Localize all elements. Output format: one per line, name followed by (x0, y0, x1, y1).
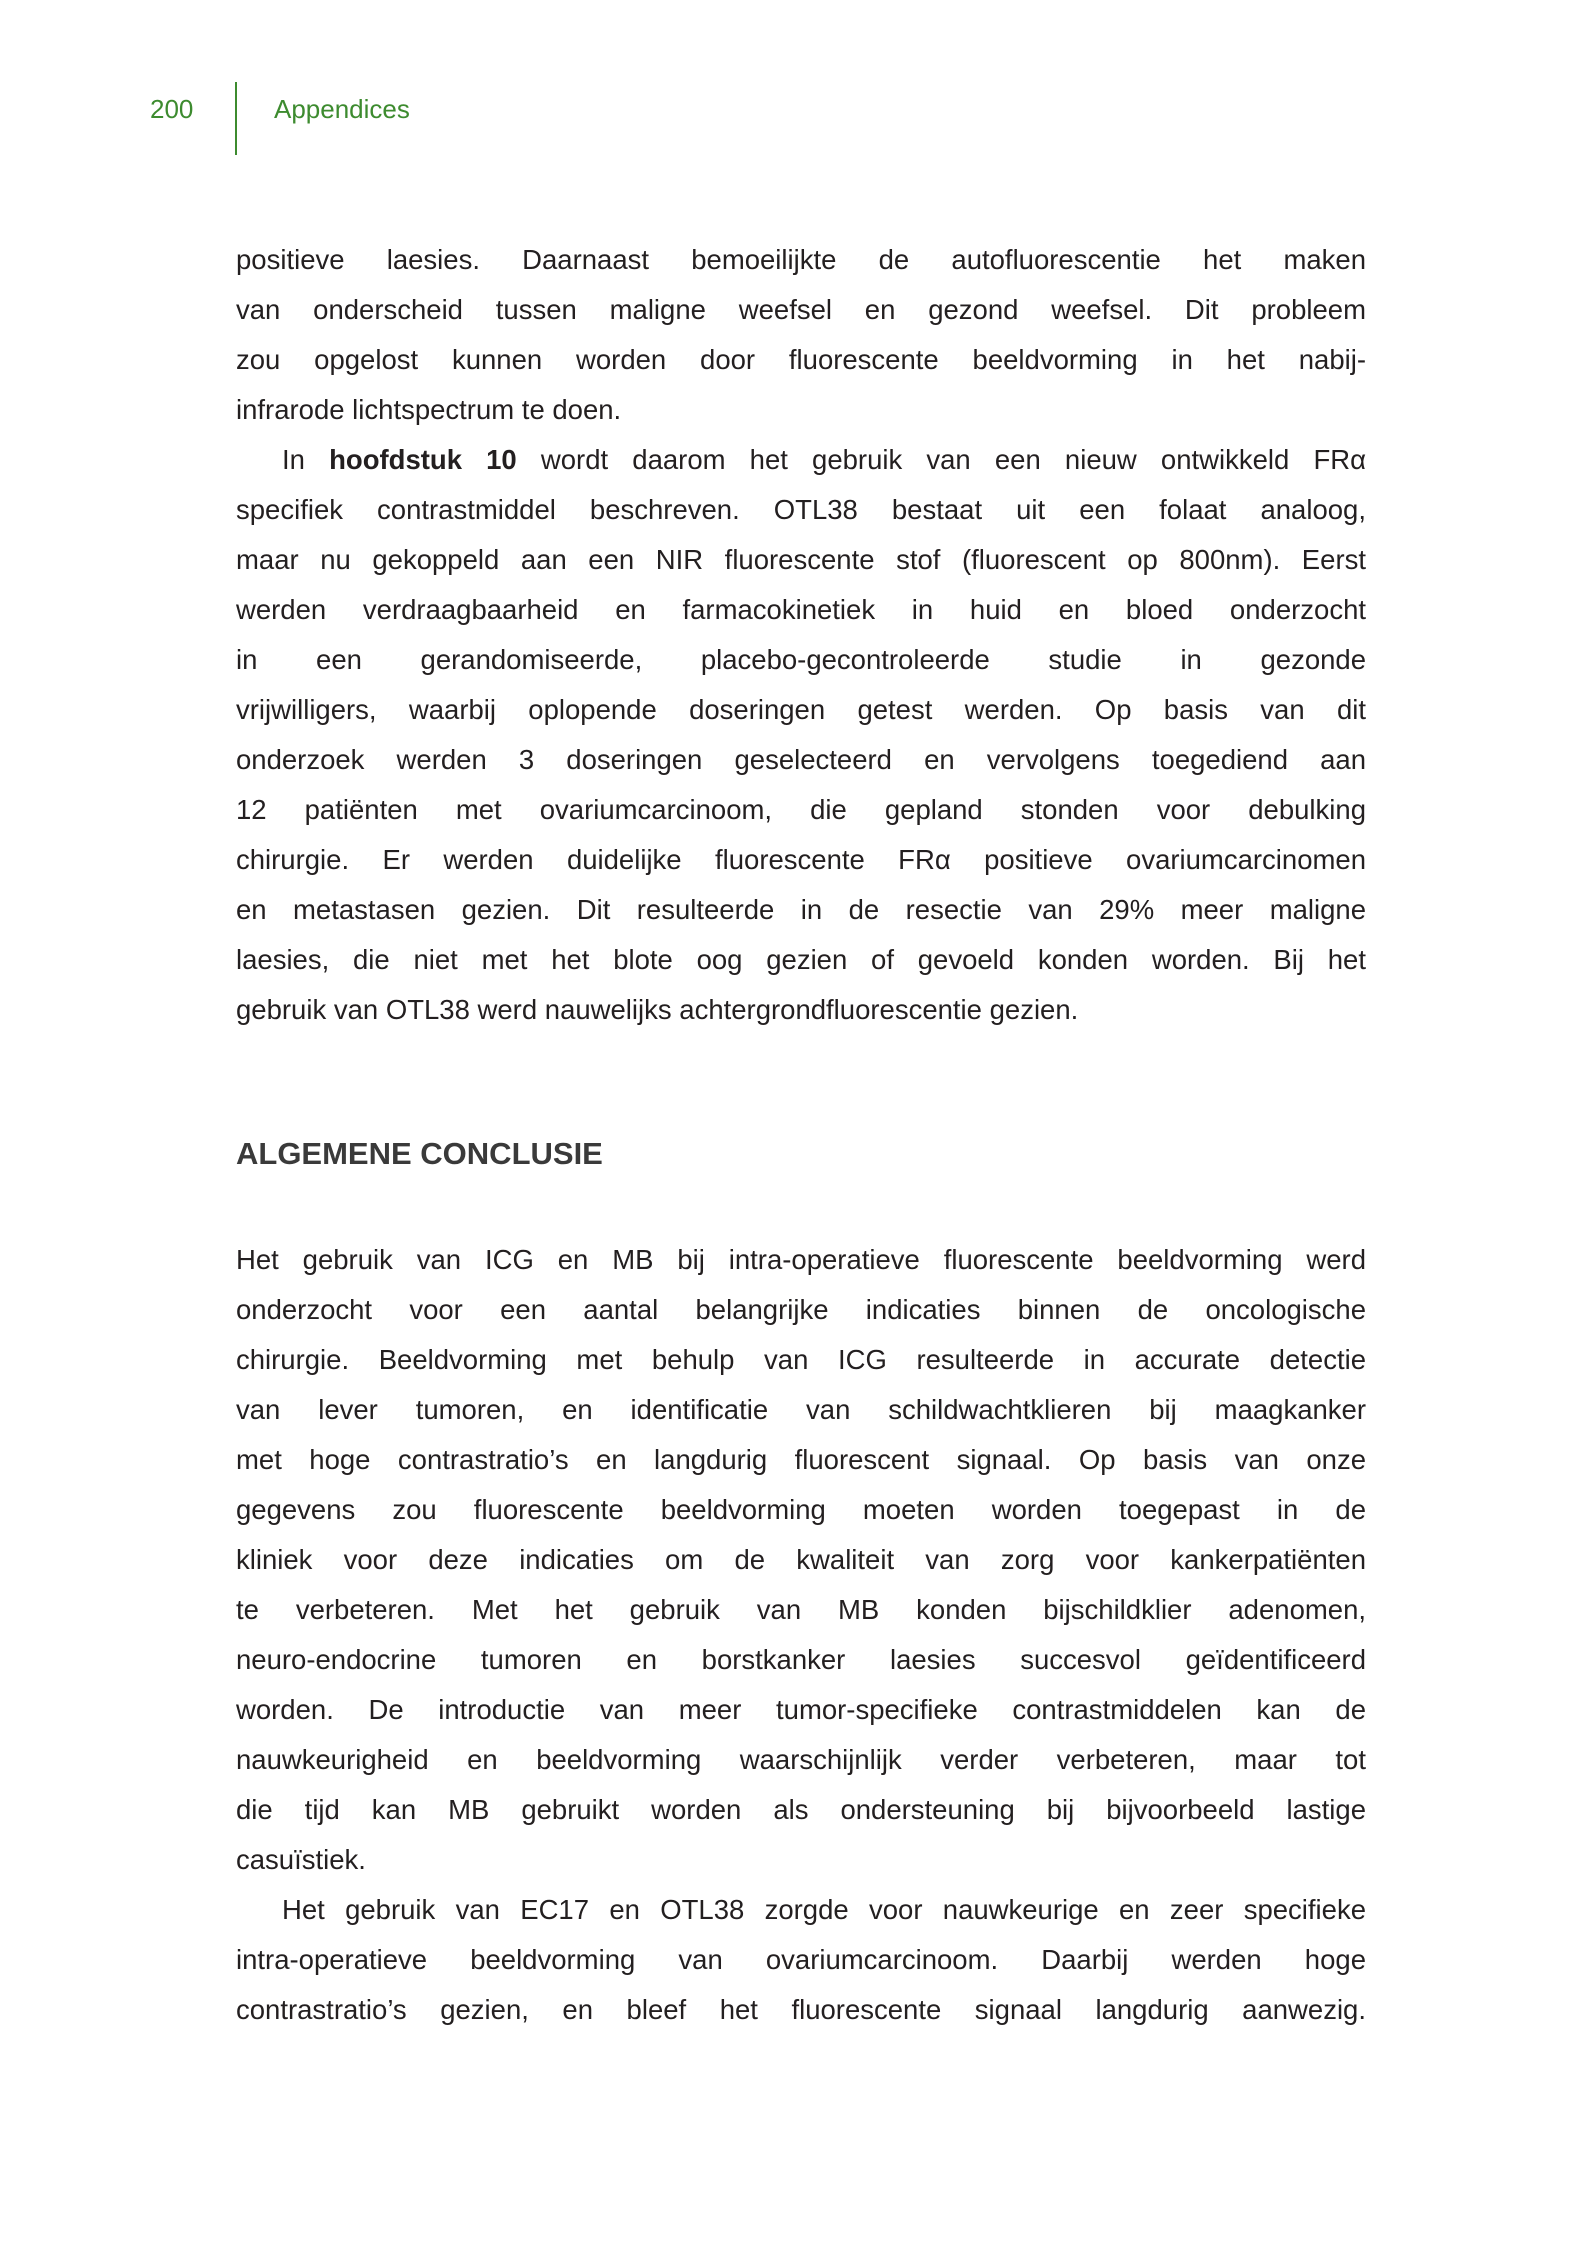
paragraph-line: positieve laesies. Daarnaast bemoeilijkte de autofluorescentie het maken (236, 244, 1366, 275)
text: wordt daarom het gebruik van een nieuw ontwikkeld FRα (516, 444, 1367, 475)
paragraph-line: vrijwilligers, waarbij oplopende doseringen getest werden. Op basis van dit (236, 694, 1366, 725)
paragraph-line: intra-operatieve beeldvorming van ovariumcarcinoom. Daarbij werden hoge (236, 1944, 1366, 1975)
paragraph-line: casuïstiek. (236, 1844, 366, 1875)
paragraph-line: te verbeteren. Met het gebruik van MB konden bijschildklier adenomen, (236, 1594, 1366, 1625)
paragraph-line: Het gebruik van ICG en MB bij intra-operatieve fluorescente beeldvorming werd (236, 1244, 1366, 1275)
paragraph (236, 1235, 1366, 1885)
paragraph (236, 1885, 1366, 2035)
paragraph-line: in een gerandomiseerde, placebo-gecontroleerde studie in gezonde (236, 644, 1366, 675)
paragraph-line: werden verdraagbaarheid en farmacokinetiek in huid en bloed onderzocht (236, 594, 1366, 625)
paragraph-line: onderzoek werden 3 doseringen geselecteerd en vervolgens toegediend aan (236, 744, 1366, 775)
paragraph-line: kliniek voor deze indicaties om de kwaliteit van zorg voor kankerpatiënten (236, 1544, 1366, 1575)
chapter-reference: hoofdstuk 10 (329, 444, 517, 475)
paragraph-line: specifiek contrastmiddel beschreven. OTL38 bestaat uit een folaat analoog, (236, 494, 1366, 525)
header-divider (235, 82, 237, 155)
paragraph-line: nauwkeurigheid en beeldvorming waarschijnlijk verder verbeteren, maar tot (236, 1744, 1366, 1775)
paragraph-line: gebruik van OTL38 werd nauwelijks achtergrondfluorescentie gezien. (236, 994, 1079, 1025)
paragraph-line: 12 patiënten met ovariumcarcinoom, die gepland stonden voor debulking (236, 794, 1366, 825)
paragraph-line: onderzocht voor een aantal belangrijke indicaties binnen de oncologische (236, 1294, 1366, 1325)
paragraph-line: laesies, die niet met het blote oog gezien of gevoeld konden worden. Bij het (236, 944, 1366, 975)
paragraph-line: gegevens zou fluorescente beeldvorming moeten worden toegepast in de (236, 1494, 1366, 1525)
paragraph-line: en metastasen gezien. Dit resulteerde in de resectie van 29% meer maligne (236, 894, 1366, 925)
page-number: 200 (150, 94, 194, 124)
paragraph-line: die tijd kan MB gebruikt worden als ondersteuning bij bijvoorbeeld lastige (236, 1794, 1366, 1825)
paragraph-line: zou opgelost kunnen worden door fluorescente beeldvorming in het nabij- (236, 344, 1366, 375)
paragraph-line: met hoge contrastratio’s en langdurig fluorescent signaal. Op basis van onze (236, 1444, 1366, 1475)
paragraph-line (236, 435, 1366, 485)
paragraph-line: van lever tumoren, en identificatie van schildwachtklieren bij maagkanker (236, 1394, 1366, 1425)
paragraph-line: Het gebruik van EC17 en OTL38 zorgde voor nauwkeurige en zeer specifieke (282, 1894, 1366, 1925)
paragraph-line: chirurgie. Er werden duidelijke fluorescente FRα positieve ovariumcarcinomen (236, 844, 1366, 875)
running-header: Appendices (274, 94, 410, 124)
paragraph (236, 235, 1366, 435)
paragraph-line: worden. De introductie van meer tumor-specifieke contrastmiddelen kan de (236, 1694, 1366, 1725)
paragraph-line: infrarode lichtspectrum te doen. (236, 394, 622, 425)
paragraph-line: contrastratio’s gezien, en bleef het fluorescente signaal langdurig aanwezig. (236, 1994, 1366, 2025)
paragraph-line: neuro-endocrine tumoren en borstkanker laesies succesvol geïdentificeerd (236, 1644, 1366, 1675)
section-heading: ALGEMENE CONCLUSIE (236, 1136, 603, 1171)
paragraph-line: chirurgie. Beeldvorming met behulp van ICG resulteerde in accurate detectie (236, 1344, 1366, 1375)
paragraph (236, 485, 1366, 1035)
paragraph-line: van onderscheid tussen maligne weefsel en gezond weefsel. Dit probleem (236, 294, 1366, 325)
text: In (282, 444, 330, 475)
paragraph-line: maar nu gekoppeld aan een NIR fluorescente stof (fluorescent op 800nm). Eerst (236, 544, 1366, 575)
body-text-conclusion (236, 1235, 1366, 2035)
body-text-top (236, 235, 1366, 1035)
